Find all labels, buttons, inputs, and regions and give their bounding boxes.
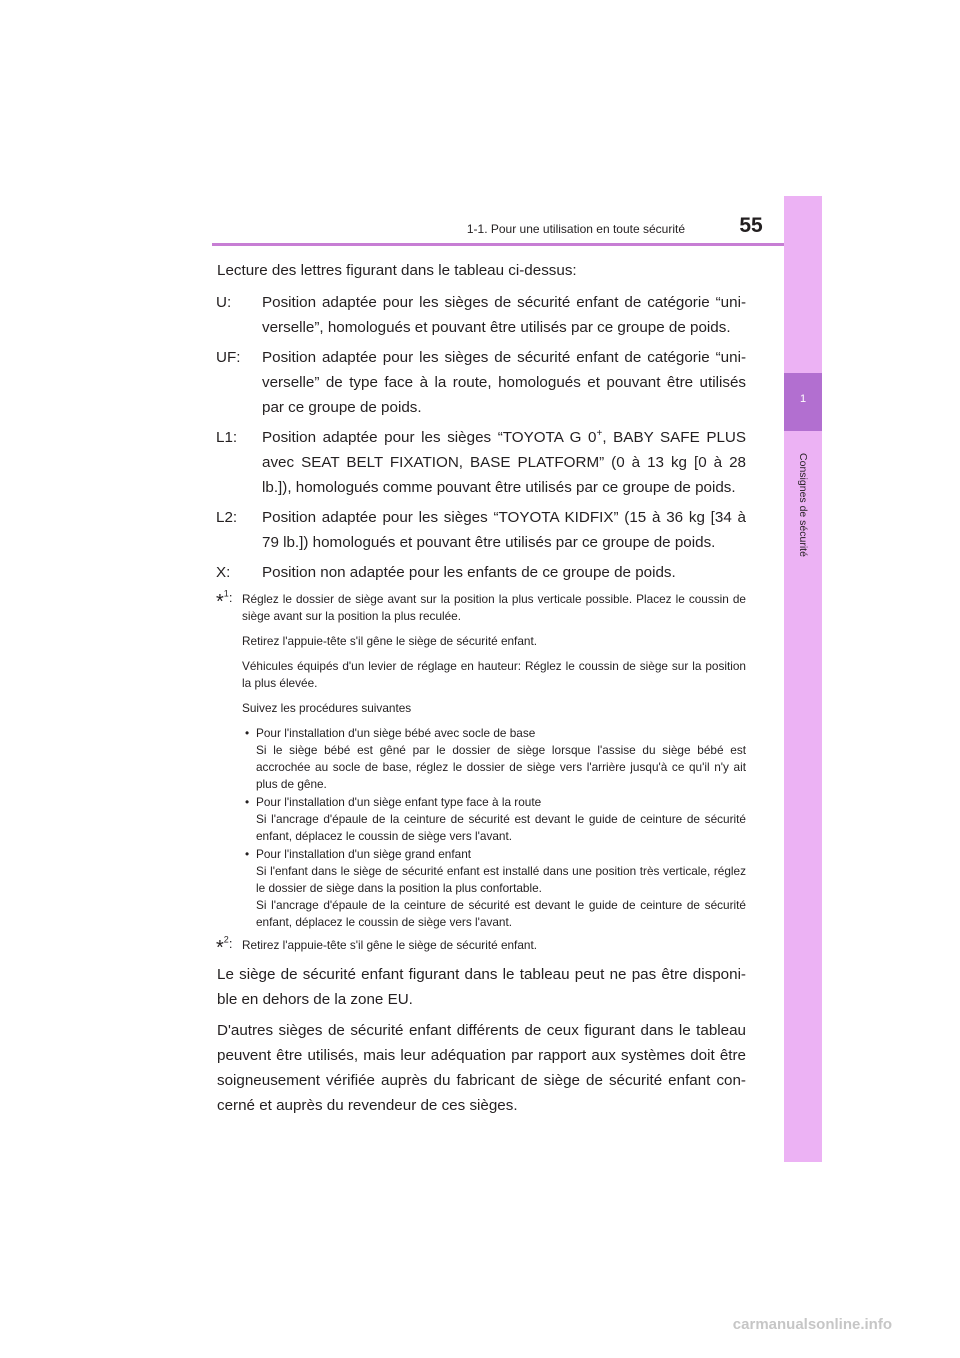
page-number: 55 (739, 214, 763, 237)
procedure-item (242, 794, 746, 845)
procedure-item (242, 725, 746, 793)
footnote-marker (216, 589, 232, 611)
chapter-number: 1 (799, 393, 807, 405)
chapter-side-tab (784, 196, 822, 1162)
footnote-2 (212, 934, 746, 959)
definition-term: L2: (216, 509, 238, 526)
definition-term: UF: (216, 349, 241, 366)
procedure-text: Si l'ancrage d'épaule de la ceinture de sécurité est devant le guide de ceinture de sécurité enfant, déplacez le coussin de siège vers l'avant. (256, 898, 746, 929)
definition-term: L1: (216, 429, 238, 446)
compatibility-paragraph: D'autres sièges de sécurité enfant différents de ceux figurant dans le tableau peuvent être utilisés, mais leur adéquation par rapport aux systèmes doit être soigneusement vérifiée auprès du fabricant de siège de sécurité enfant con-cerné et auprès du revendeur de ces sièges. (217, 1022, 746, 1114)
footnote-paragraph: Suivez les procédures suivantes (242, 701, 412, 715)
page-content (212, 258, 746, 1118)
procedure-title: Pour l'installation d'un siège bébé avec socle de base (256, 726, 536, 740)
footnote-star: * (216, 937, 224, 959)
footnote-colon: : (228, 936, 233, 951)
definition-uf (212, 345, 746, 420)
footnote-number: 1 (223, 588, 229, 599)
definition-l2 (212, 505, 746, 555)
definition-term: X: (216, 564, 231, 581)
footnote-paragraph: Véhicules équipés d'un levier de réglage en hauteur: Réglez le coussin de siège sur la position la plus élevée. (242, 659, 746, 690)
footnote-paragraph: Retirez l'appuie-tête s'il gêne le siège de sécurité enfant. (242, 634, 538, 648)
definition-list (212, 290, 746, 585)
footnotes (212, 588, 746, 959)
footnote-star: * (216, 591, 224, 613)
procedure-title: Pour l'installation d'un siège enfant type face à la route (256, 795, 542, 809)
procedure-list (242, 725, 746, 931)
definition-term: U: (216, 294, 232, 311)
footnote-marker (216, 935, 232, 957)
header-rule (212, 243, 822, 246)
definition-text: Position adaptée pour les sièges “TOYOTA KIDFIX” (15 à 36 kg [34 à 79 lb.]) homologués et pouvant être utilisés par ce groupe de poids. (262, 509, 746, 551)
procedure-item (242, 846, 746, 931)
bullet-icon: • (245, 847, 250, 861)
chapter-label: Consignes de sécurité (797, 453, 809, 557)
footnote-colon: : (228, 590, 233, 605)
procedure-title: Pour l'installation d'un siège grand enfant (256, 847, 472, 861)
procedure-text: Si le siège bébé est gêné par le dossier de siège lorsque l'assise du siège bébé est accrochée au socle de base, réglez le dossier de siège vers l'arrière jusqu'à ce qu'il n'y ait plus de gêne. (256, 743, 746, 791)
definition-text: Position non adaptée pour les enfants de ce groupe de poids. (262, 564, 676, 581)
definition-u (212, 290, 746, 340)
definition-text-part: , BABY SAFE PLUS avec SEAT BELT FIXATION, BASE PLATFORM” (0 à 13 kg [0 à 28 lb.]), homologués comme pouvant être utilisés par ce groupe de poids. (262, 429, 747, 496)
footnote-number: 2 (223, 934, 229, 945)
bullet-icon: • (245, 726, 250, 740)
definition-x (212, 560, 746, 585)
footnote-1 (212, 588, 746, 931)
section-title: 1-1. Pour une utilisation en toute sécurité (466, 222, 685, 236)
definition-l1 (212, 425, 746, 500)
definition-text-part: Position adaptée pour les sièges “TOYOTA G 0 (262, 429, 597, 446)
procedure-text: Si l'enfant dans le siège de sécurité enfant est installé dans une position très verticale, réglez le dossier de siège dans la position la plus confortable. (256, 864, 746, 895)
availability-paragraph: Le siège de sécurité enfant figurant dans le tableau peut ne pas être disponi-ble en dehors de la zone EU. (217, 966, 746, 1008)
superscript-plus: + (596, 427, 603, 439)
definition-text: Position adaptée pour les sièges de sécurité enfant de catégorie “uni-verselle” de type face à la route, homologués et pouvant être utilisés par ce groupe de poids. (262, 349, 746, 416)
site-watermark: carmanualsonline.info (732, 1316, 892, 1333)
footnote-paragraph: Réglez le dossier de siège avant sur la position la plus verticale possible. Placez le coussin de siège avant sur la position la plus reculée. (242, 592, 746, 623)
definition-text (262, 425, 746, 500)
procedure-text: Si l'ancrage d'épaule de la ceinture de sécurité est devant le guide de ceinture de sécurité enfant, déplacez le coussin de siège vers l'avant. (256, 812, 746, 843)
definition-text: Position adaptée pour les sièges de sécurité enfant de catégorie “uni-verselle”, homologués et pouvant être utilisés par ce groupe de poids. (262, 294, 746, 336)
bullet-icon: • (245, 795, 250, 809)
footnote-paragraph: Retirez l'appuie-tête s'il gêne le siège de sécurité enfant. (242, 938, 538, 952)
definitions-intro: Lecture des lettres figurant dans le tableau ci-dessus: (217, 262, 577, 279)
